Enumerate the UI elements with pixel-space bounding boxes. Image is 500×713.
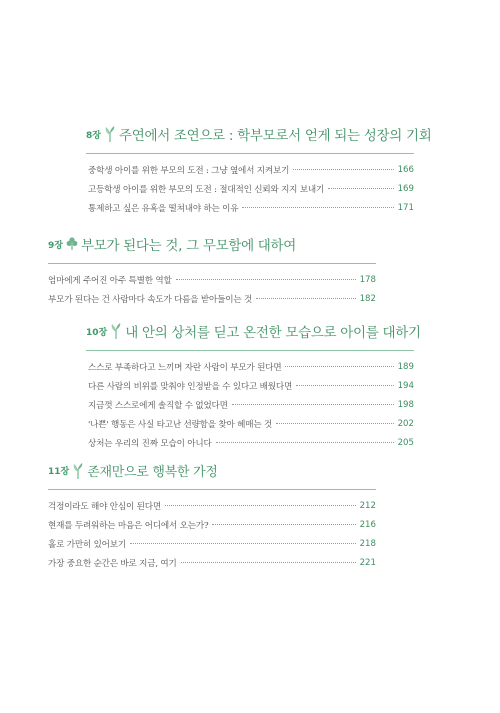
leader-dots	[212, 524, 355, 525]
toc-entry[interactable]	[48, 534, 376, 553]
entry-title: '나쁜' 행동은 사실 타고난 선량함을 찾아 헤매는 것	[88, 419, 273, 430]
entry-title: 엄마에게 주어진 아주 특별한 역할	[48, 275, 172, 286]
entry-title: 가장 중요한 순간은 바로 지금, 여기	[48, 558, 177, 569]
entry-title: 걱정이라도 해야 안심이 된다면	[48, 501, 161, 512]
leader-dots	[328, 188, 393, 189]
toc-entry[interactable]	[86, 357, 414, 376]
toc-entry[interactable]	[48, 289, 376, 308]
toc-entry[interactable]	[48, 515, 376, 534]
entry-page: 198	[397, 399, 414, 410]
leader-dots	[293, 169, 393, 170]
entry-title: 통제하고 싶은 유혹을 떨쳐내야 하는 이유	[88, 203, 239, 214]
toc-entry[interactable]	[86, 376, 414, 395]
toc-entry[interactable]	[86, 414, 414, 433]
entry-title: 상처는 우리의 진짜 모습이 아니다	[88, 438, 212, 449]
entry-title: 스스로 부족하다고 느끼며 자란 사람이 부모가 된다면	[88, 362, 282, 373]
leader-dots	[285, 366, 393, 367]
chapter-title: 존재만으로 행복한 가정	[87, 465, 218, 480]
leader-dots	[296, 385, 394, 386]
chapter-title: 내 안의 상처를 딛고 온전한 모습으로 아이를 대하기	[125, 325, 421, 341]
entry-page: 194	[397, 380, 414, 391]
chapter-header	[48, 461, 376, 490]
toc-entry[interactable]	[48, 553, 376, 572]
chapter-header	[86, 124, 432, 154]
chapter-9	[48, 234, 376, 308]
entry-title: 지금껏 스스로에게 솔직할 수 없었다면	[88, 400, 228, 411]
chapter-11	[48, 461, 376, 572]
entry-page: 189	[397, 361, 414, 372]
entry-title: 부모가 된다는 건 사람마다 속도가 다름을 받아들이는 것	[48, 294, 253, 305]
entry-title: 중학생 아이를 위한 부모의 도전 : 그냥 옆에서 지켜보기	[88, 165, 290, 176]
leader-dots	[276, 423, 394, 424]
chapter-number: 11장	[48, 467, 70, 477]
sprout-icon	[104, 126, 116, 142]
sprout-icon	[110, 323, 122, 339]
clover-icon	[66, 236, 78, 252]
entry-title: 홀로 가만히 있어보기	[48, 539, 126, 550]
chapter-number: 8장	[86, 130, 101, 141]
toc-entry[interactable]	[48, 270, 376, 289]
chapter-header	[86, 321, 421, 351]
toc-entry[interactable]	[86, 160, 414, 179]
chapter-title: 주연에서 조연으로 : 학부모로서 얻게 되는 성장의 기회	[118, 128, 432, 144]
entry-page: 205	[397, 437, 414, 448]
entry-page: 171	[397, 202, 414, 213]
entry-title: 현재를 두려워하는 마음은 어디에서 오는가?	[48, 520, 209, 531]
entry-page: 169	[397, 183, 414, 194]
leader-dots	[176, 279, 356, 280]
entry-page: 202	[397, 418, 414, 429]
chapter-10	[86, 321, 421, 452]
entry-page: 212	[359, 500, 376, 511]
toc-entry[interactable]	[86, 395, 414, 414]
entry-title: 고등학생 아이를 위한 부모의 도전 : 절대적인 신뢰와 지지 보내기	[88, 184, 325, 195]
chapter-8	[86, 124, 432, 217]
toc-entry[interactable]	[86, 198, 414, 217]
chapter-number: 9장	[48, 240, 63, 251]
chapter-number: 10장	[86, 327, 108, 338]
entry-title: 다른 사람의 비위를 맞춰야 인정받을 수 있다고 배웠다면	[88, 381, 293, 392]
leader-dots	[130, 543, 356, 544]
entry-page: 216	[359, 519, 376, 530]
sprout-icon	[72, 463, 84, 479]
toc-entry[interactable]	[48, 496, 376, 515]
leader-dots	[165, 505, 356, 506]
toc-entry[interactable]	[86, 179, 414, 198]
chapter-header	[48, 234, 376, 264]
toc-entry[interactable]	[86, 433, 414, 452]
leader-dots	[256, 298, 356, 299]
leader-dots	[216, 442, 394, 443]
entry-page: 166	[397, 164, 414, 175]
chapter-title: 부모가 된다는 것, 그 무모함에 대하여	[80, 238, 297, 254]
leader-dots	[242, 207, 393, 208]
entry-page: 182	[359, 293, 376, 304]
leader-dots	[232, 404, 394, 405]
entry-page: 178	[359, 274, 376, 285]
leader-dots	[181, 562, 356, 563]
entry-page: 221	[359, 557, 376, 568]
entry-page: 218	[359, 538, 376, 549]
